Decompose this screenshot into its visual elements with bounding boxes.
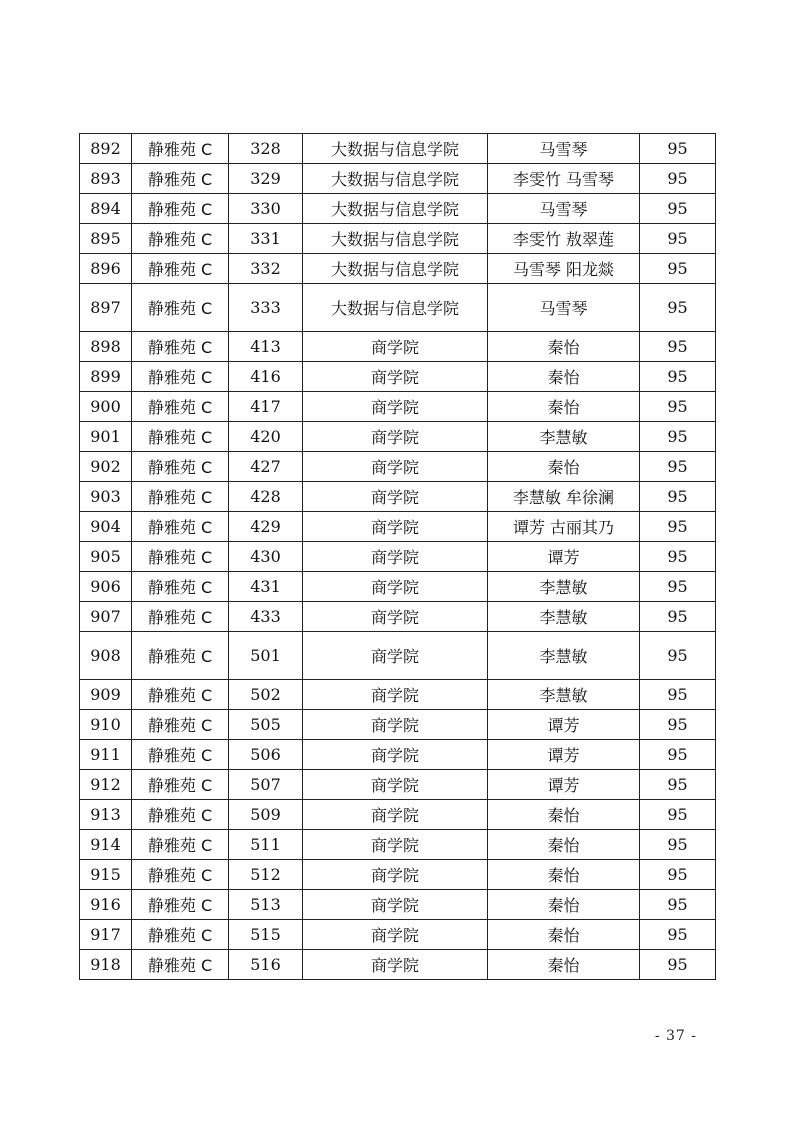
cell-score: 95 [640,860,716,890]
cell-number: 900 [80,392,132,422]
cell-building: 静雅苑 C [132,890,229,920]
cell-number: 918 [80,950,132,980]
cell-teacher: 李慧敏 [488,632,640,680]
table-row [80,392,716,422]
cell-building: 静雅苑 C [132,740,229,770]
cell-score: 95 [640,542,716,572]
table-row [80,284,716,332]
table-row [80,452,716,482]
table-row [80,572,716,602]
cell-room: 417 [229,392,303,422]
cell-college: 商学院 [303,710,488,740]
cell-score: 95 [640,632,716,680]
cell-room: 502 [229,680,303,710]
cell-number: 913 [80,800,132,830]
cell-teacher: 秦怡 [488,800,640,830]
cell-college: 商学院 [303,950,488,980]
cell-score: 95 [640,422,716,452]
cell-college: 商学院 [303,920,488,950]
cell-room: 427 [229,452,303,482]
cell-score: 95 [640,284,716,332]
cell-number: 895 [80,224,132,254]
cell-room: 509 [229,800,303,830]
cell-teacher: 马雪琴 阳龙燚 [488,254,640,284]
cell-teacher: 秦怡 [488,950,640,980]
cell-number: 916 [80,890,132,920]
cell-room: 516 [229,950,303,980]
table-row [80,332,716,362]
cell-teacher: 谭芳 [488,770,640,800]
cell-building: 静雅苑 C [132,602,229,632]
cell-building: 静雅苑 C [132,680,229,710]
cell-room: 429 [229,512,303,542]
cell-room: 511 [229,830,303,860]
cell-room: 501 [229,632,303,680]
cell-score: 95 [640,680,716,710]
cell-room: 507 [229,770,303,800]
cell-building: 静雅苑 C [132,572,229,602]
cell-room: 416 [229,362,303,392]
cell-building: 静雅苑 C [132,950,229,980]
cell-teacher: 秦怡 [488,452,640,482]
cell-score: 95 [640,482,716,512]
cell-teacher: 秦怡 [488,362,640,392]
table-row [80,134,716,164]
cell-score: 95 [640,254,716,284]
cell-building: 静雅苑 C [132,542,229,572]
cell-room: 431 [229,572,303,602]
cell-building: 静雅苑 C [132,254,229,284]
cell-number: 903 [80,482,132,512]
dormitory-score-table [79,133,716,980]
cell-teacher: 马雪琴 [488,134,640,164]
cell-score: 95 [640,572,716,602]
table-row [80,194,716,224]
cell-number: 908 [80,632,132,680]
cell-score: 95 [640,332,716,362]
table-row [80,950,716,980]
table-row [80,890,716,920]
cell-teacher: 马雪琴 [488,194,640,224]
table-row [80,224,716,254]
cell-score: 95 [640,830,716,860]
cell-score: 95 [640,740,716,770]
cell-number: 899 [80,362,132,392]
cell-room: 513 [229,890,303,920]
cell-college: 大数据与信息学院 [303,134,488,164]
table-row [80,632,716,680]
cell-building: 静雅苑 C [132,920,229,950]
cell-building: 静雅苑 C [132,710,229,740]
cell-college: 商学院 [303,800,488,830]
cell-teacher: 李慧敏 [488,572,640,602]
cell-college: 商学院 [303,680,488,710]
cell-room: 515 [229,920,303,950]
cell-score: 95 [640,920,716,950]
cell-score: 95 [640,134,716,164]
cell-number: 917 [80,920,132,950]
cell-number: 897 [80,284,132,332]
cell-teacher: 秦怡 [488,332,640,362]
cell-college: 商学院 [303,482,488,512]
table-row [80,422,716,452]
cell-college: 大数据与信息学院 [303,284,488,332]
cell-college: 商学院 [303,392,488,422]
cell-teacher: 李雯竹 敖翠莲 [488,224,640,254]
cell-teacher: 谭芳 [488,710,640,740]
cell-number: 902 [80,452,132,482]
cell-room: 329 [229,164,303,194]
cell-number: 909 [80,680,132,710]
cell-building: 静雅苑 C [132,224,229,254]
table-row [80,164,716,194]
cell-college: 商学院 [303,422,488,452]
table-row [80,482,716,512]
cell-college: 商学院 [303,572,488,602]
cell-building: 静雅苑 C [132,284,229,332]
cell-score: 95 [640,194,716,224]
cell-room: 330 [229,194,303,224]
cell-room: 413 [229,332,303,362]
table-row [80,710,716,740]
cell-college: 商学院 [303,452,488,482]
cell-room: 433 [229,602,303,632]
cell-college: 大数据与信息学院 [303,254,488,284]
cell-score: 95 [640,950,716,980]
cell-college: 大数据与信息学院 [303,224,488,254]
cell-building: 静雅苑 C [132,830,229,860]
cell-college: 大数据与信息学院 [303,194,488,224]
cell-room: 328 [229,134,303,164]
page-number: - 37 - [654,1028,697,1044]
table-row [80,860,716,890]
cell-college: 商学院 [303,740,488,770]
cell-score: 95 [640,770,716,800]
table-row [80,254,716,284]
cell-teacher: 李慧敏 [488,602,640,632]
cell-number: 914 [80,830,132,860]
table-row [80,920,716,950]
cell-teacher: 秦怡 [488,920,640,950]
cell-college: 商学院 [303,890,488,920]
cell-number: 907 [80,602,132,632]
cell-teacher: 谭芳 [488,542,640,572]
cell-building: 静雅苑 C [132,770,229,800]
cell-college: 商学院 [303,632,488,680]
cell-college: 商学院 [303,512,488,542]
cell-number: 906 [80,572,132,602]
table-row [80,362,716,392]
cell-college: 商学院 [303,602,488,632]
cell-number: 894 [80,194,132,224]
cell-number: 904 [80,512,132,542]
table-row [80,830,716,860]
cell-teacher: 李慧敏 [488,422,640,452]
cell-building: 静雅苑 C [132,332,229,362]
cell-building: 静雅苑 C [132,482,229,512]
cell-score: 95 [640,512,716,542]
cell-building: 静雅苑 C [132,860,229,890]
cell-score: 95 [640,392,716,422]
cell-college: 商学院 [303,860,488,890]
table-row [80,740,716,770]
cell-score: 95 [640,362,716,392]
cell-room: 331 [229,224,303,254]
cell-college: 商学院 [303,332,488,362]
cell-number: 892 [80,134,132,164]
dormitory-score-table-container [79,133,715,980]
cell-teacher: 秦怡 [488,890,640,920]
cell-number: 898 [80,332,132,362]
cell-teacher: 秦怡 [488,830,640,860]
cell-number: 893 [80,164,132,194]
cell-room: 505 [229,710,303,740]
cell-room: 332 [229,254,303,284]
cell-score: 95 [640,602,716,632]
cell-teacher: 秦怡 [488,860,640,890]
cell-building: 静雅苑 C [132,422,229,452]
cell-room: 428 [229,482,303,512]
cell-room: 506 [229,740,303,770]
table-row [80,770,716,800]
cell-number: 912 [80,770,132,800]
cell-number: 896 [80,254,132,284]
cell-building: 静雅苑 C [132,632,229,680]
cell-room: 430 [229,542,303,572]
table-row [80,680,716,710]
cell-room: 333 [229,284,303,332]
cell-building: 静雅苑 C [132,392,229,422]
table-body [80,134,716,980]
cell-score: 95 [640,890,716,920]
cell-building: 静雅苑 C [132,164,229,194]
cell-teacher: 秦怡 [488,392,640,422]
cell-teacher: 李慧敏 [488,680,640,710]
cell-score: 95 [640,710,716,740]
cell-building: 静雅苑 C [132,452,229,482]
cell-score: 95 [640,800,716,830]
cell-number: 911 [80,740,132,770]
cell-number: 901 [80,422,132,452]
cell-number: 915 [80,860,132,890]
cell-room: 420 [229,422,303,452]
cell-building: 静雅苑 C [132,362,229,392]
table-row [80,542,716,572]
cell-teacher: 谭芳 古丽其乃 [488,512,640,542]
cell-building: 静雅苑 C [132,134,229,164]
cell-college: 大数据与信息学院 [303,164,488,194]
cell-building: 静雅苑 C [132,512,229,542]
cell-teacher: 谭芳 [488,740,640,770]
cell-number: 905 [80,542,132,572]
table-row [80,800,716,830]
cell-score: 95 [640,164,716,194]
cell-teacher: 马雪琴 [488,284,640,332]
cell-room: 512 [229,860,303,890]
cell-building: 静雅苑 C [132,194,229,224]
cell-college: 商学院 [303,830,488,860]
cell-score: 95 [640,452,716,482]
cell-number: 910 [80,710,132,740]
cell-college: 商学院 [303,770,488,800]
cell-college: 商学院 [303,362,488,392]
cell-teacher: 李慧敏 牟徐澜 [488,482,640,512]
cell-building: 静雅苑 C [132,800,229,830]
table-row [80,512,716,542]
cell-teacher: 李雯竹 马雪琴 [488,164,640,194]
cell-college: 商学院 [303,542,488,572]
table-row [80,602,716,632]
cell-score: 95 [640,224,716,254]
